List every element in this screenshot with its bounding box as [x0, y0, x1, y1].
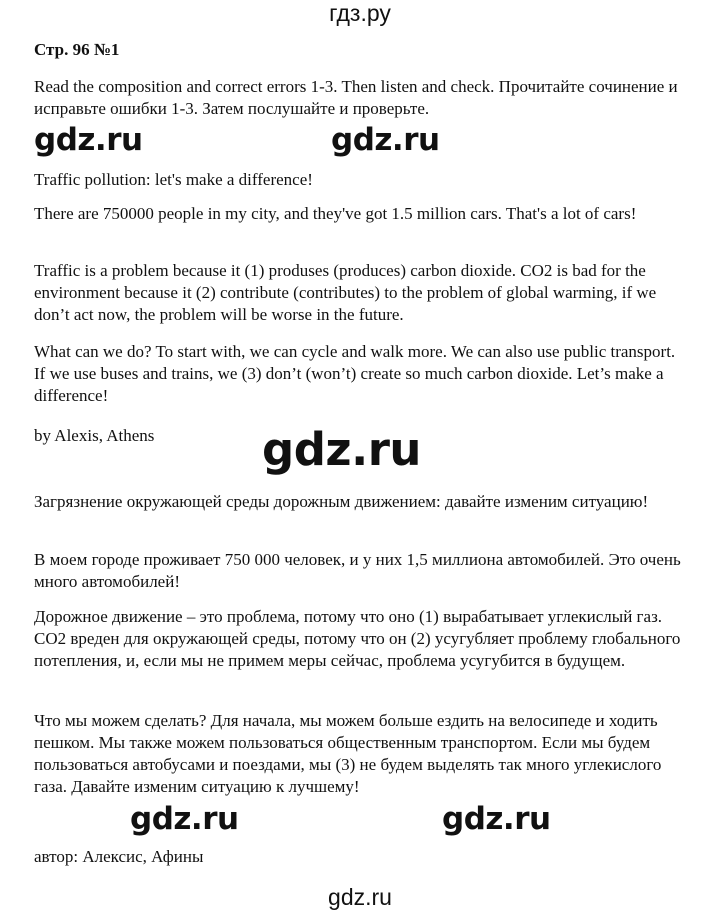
watermark: gdz.ru [442, 801, 551, 837]
russian-heading: Загрязнение окружающей среды дорожным движением: давайте изменим ситуацию! [34, 492, 649, 511]
english-author: by Alexis, Athens [34, 426, 155, 445]
instruction-text: Read the composition and correct errors 1-3. Then listen and check. Прочитайте сочинение и исправьте ошибки 1-3. Затем послушайте и проверьте. [34, 77, 678, 118]
site-header: гдз.ру [329, 0, 391, 26]
watermark: gdz.ru [262, 423, 421, 476]
english-paragraph-2: Traffic is a problem because it (1) produses (produces) carbon dioxide. CO2 is bad for the environment because it (2) contribute (contributes) to the problem of global warming, if we don’t act now, the problem will be worse in the future. [34, 261, 657, 324]
russian-paragraph-1: В моем городе проживает 750 000 человек, и у них 1,5 миллиона автомобилей. Это очень много автомобилей! [34, 550, 681, 591]
russian-paragraph-3: Что мы можем сделать? Для начала, мы можем больше ездить на велосипеде и ходить пешком. Мы также можем пользоваться общественным транспортом. Если мы будем пользоваться автобусами и поездами, мы (3) не будем выделять так много углекислого газа. Давайте изменим ситуацию к лучшему! [34, 711, 662, 796]
russian-paragraph-2: Дорожное движение – это проблема, потому что оно (1) вырабатывает углекислый газ. CO2 вреден для окружающей среды, потому что он (2) усугубляет проблему глобального потепления, и, если мы не примем меры сейчас, проблема усугубится в будущем. [34, 607, 681, 670]
watermark: gdz.ru [130, 801, 239, 837]
watermark: gdz.ru [34, 122, 143, 158]
english-heading: Traffic pollution: let's make a difference! [34, 170, 313, 189]
site-footer: gdz.ru [328, 884, 392, 910]
english-paragraph-3: What can we do? To start with, we can cycle and walk more. We can also use public transport. If we use buses and trains, we (3) don’t (won’t) create so much carbon dioxide. Let’s make a difference! [34, 342, 676, 405]
english-paragraph-1: There are 750000 people in my city, and they've got 1.5 million cars. That's a lot of cars! [34, 204, 637, 223]
page-title: Стр. 96 №1 [34, 40, 120, 59]
russian-author: автор: Алексис, Афины [34, 847, 204, 866]
watermark: gdz.ru [331, 122, 440, 158]
